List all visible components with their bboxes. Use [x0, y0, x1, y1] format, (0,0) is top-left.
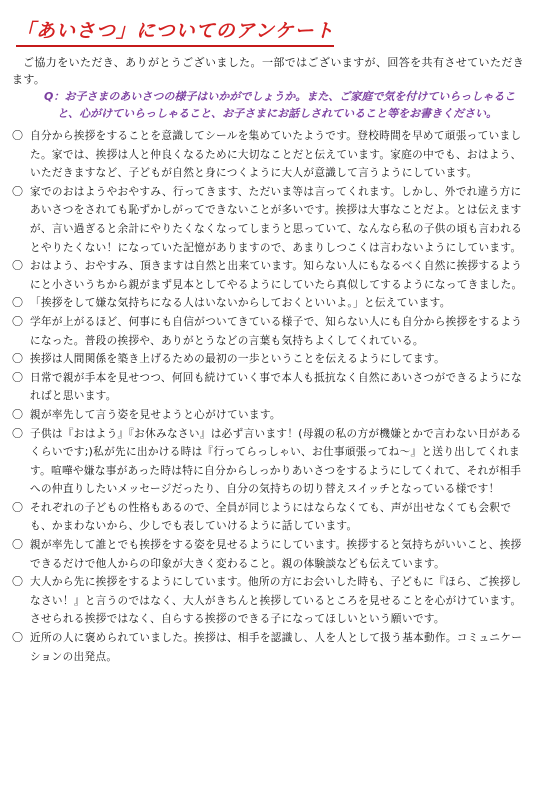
answer-text: 子供は『おはよう』『お休みなさい』は必ず言います！(母親の私の方が機嫌とかで言わない日があるくらいです;)私が先に出かける時は『行ってらっしゃい、お仕事頑張ってね～』と送り出してくれます。喧嘩や嫌な事があった時は特に自分からしっかりあいさつをするようにしてくれて、それが相手への仲直りしたいメッセージだったり、自分の気持ちの切り替えスイッチとなっている様です！: [30, 427, 522, 496]
bullet-circle-icon: 〇: [12, 314, 24, 328]
answer-text: 親が率先して言う姿を見せようと心がけています。: [30, 408, 281, 421]
bullet-circle-icon: 〇: [12, 352, 24, 366]
bullet-circle-icon: 〇: [12, 426, 24, 440]
answer-text: 親が率先して誰とでも挨拶をする姿を見せるようにしています。挨拶すると気持ちがいいこと、挨拶できるだけで他人からの印象が大きく変わること。親の体験談なども伝えています。: [30, 539, 522, 570]
bullet-circle-icon: 〇: [12, 370, 24, 384]
answer-text: 自分から挨拶をすることを意識してシールを集めていたようです。登校時間を早めて頑張っていました。家では、挨拶は人と仲良くなるために大切なことだと伝えています。家庭の中でも、おはよう、いただきますなど、子どもが自然と身につくように大人が意識して言うようにしています。: [30, 130, 522, 180]
answer-item: [12, 629, 526, 666]
bullet-circle-icon: 〇: [12, 500, 24, 514]
answer-item: [12, 573, 526, 629]
intro-text: ご協力をいただき、ありがとうございました。一部ではございますが、回答を共有させていただきます。: [12, 56, 525, 86]
page-title: 「あいさつ」についてのアンケート: [16, 18, 334, 47]
bullet-circle-icon: 〇: [12, 259, 24, 273]
bullet-circle-icon: 〇: [12, 631, 24, 645]
bullet-circle-icon: 〇: [12, 538, 24, 552]
bullet-circle-icon: 〇: [12, 296, 24, 310]
answer-text: 近所の人に褒められていました。挨拶は、相手を認識し、人を人として扱う基本動作。コミュニケーションの出発点。: [30, 632, 523, 663]
answer-item: [12, 127, 526, 183]
answer-text: 学年が上がるほど、何事にも自信がついてきている様子で、知らない人にも自分から挨拶をするようになった。普段の挨拶や、ありがとうなどの言葉も気持ちよくしてくれている。: [30, 315, 523, 347]
bullet-circle-icon: 〇: [12, 407, 24, 421]
answer-item: [12, 350, 526, 369]
answer-item: [12, 425, 526, 499]
answer-text: おはよう、おやすみ、頂きますは自然と出来ています。知らない人にもなるべく自然に挨拶するようにと小さいうちから親がまず見本としてやるようにしていたら真似してするようになってきました。: [30, 260, 523, 291]
answer-text: それぞれの子どもの性格もあるので、全員が同じようにはならなくても、声が出せなくても会釈でも、かまわないから、少しでも表していけるように話しています。: [30, 501, 512, 533]
bullet-circle-icon: 〇: [12, 129, 24, 142]
answer-text: 大人から先に挨拶をするようにしています。他所の方にお会いした時も、子どもに『ほら、ご挨拶しなさい！』と言うのではなく、大人がきちんと挨拶しているところを見せることを心がけています。させられる挨拶ではなく、自らする挨拶のできる子になってほしいという願いです。: [30, 576, 522, 626]
answer-text: 挨拶は人間関係を築き上げるための最初の一歩ということを伝えるようにしてます。: [30, 353, 446, 366]
answer-item: [12, 499, 526, 536]
answer-item: [12, 183, 526, 257]
answer-item: [12, 406, 526, 425]
answer-item: [12, 313, 526, 350]
answer-text: 日常で親が手本を見せつつ、何回も続けていく事で本人も抵抗なく自然にあいさつができるようになればと思います。: [30, 371, 523, 403]
answer-text: 家でのおはようやおやすみ、行ってきます、ただいま等は言ってくれます。しかし、外でれ違う方にあいさつをされても恥ずかしがってできないことが多いです。挨拶は大事なことだよ。とは伝えますが、言い過ぎると余計にやりたくなくなってしまうと思っていて、なんなら私の子供の頃も言われるとやりたくない！になっていた記憶がありますので、あまりしつこくは言わないようにしています。: [30, 185, 523, 254]
survey-question: Q：お子さまのあいさつの様子はいかがでしょうか。また、ご家庭で気を付けていらっしゃること、心がけていらっしゃること、お子さまにお話しされていること等をお書きください。: [44, 90, 516, 120]
bullet-circle-icon: 〇: [12, 184, 24, 198]
answer-item: [12, 536, 526, 573]
bullet-circle-icon: 〇: [12, 575, 24, 589]
answer-item: [12, 294, 526, 313]
answer-item: [12, 369, 526, 406]
answer-list: [12, 127, 526, 666]
answer-text: 「挨拶をして嫌な気持ちになる人はいないからしておくといいよ。」と伝えています。: [30, 297, 451, 310]
answer-item: [12, 257, 526, 294]
